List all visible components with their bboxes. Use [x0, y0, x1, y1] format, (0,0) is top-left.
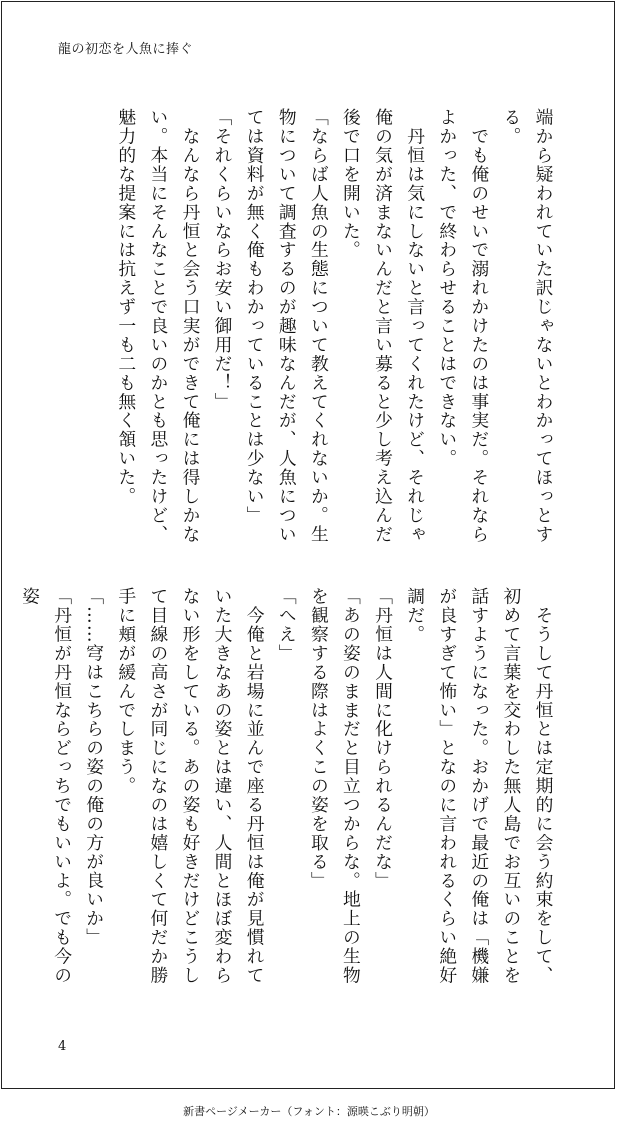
paragraph: でも俺のせいで溺れかけたのは事実だ。それならよかった、で終わらせることはできない。 — [436, 108, 490, 544]
paragraph: 「あの姿のままだと目立つからな。地上の生物を観察する際はよくこの姿を取る」 — [308, 587, 362, 985]
paragraph: 「それくらいならお安い御用だ！」 — [212, 108, 234, 412]
paragraph: 端から疑われていた訳じゃないとわかってほっとする。 — [500, 108, 554, 544]
footer-credit: 新書ページメーカー（フォント：源暎こぶり明朝） — [183, 1105, 435, 1118]
text-column-top — [54, 108, 559, 548]
paragraph: 「丹恒が丹恒ならどっちでもいいよ。でも今の姿 — [19, 587, 73, 985]
book-page — [1, 1, 615, 1089]
paragraph: 今俺と岩場に並んで座る丹恒は俺が見慣れていた大きなあの姿とは違い、人間とほぼ変わらない形をしている。あの姿も好きだけどこうして目線の高さが同じになのは嬉しくて何だか勝手に頬が緩んでしまう。 — [115, 587, 266, 985]
running-title: 龍の初恋を人魚に捧ぐ — [58, 42, 194, 57]
paragraph: 丹恒は気にしないと言ってくれたけど、それじゃ俺の気が済まないんだと言い募ると少し考え込んだ後で口を開いた。 — [340, 108, 426, 544]
paragraph: 「……穹はこちらの姿の俺の方が良いか」 — [83, 587, 105, 947]
paragraph: 「丹恒は人間に化けられるんだな」 — [372, 587, 394, 891]
text-column-bottom — [19, 587, 559, 987]
paragraph: 「へえ」 — [276, 587, 298, 663]
paragraph: そうして丹恒とは定期的に会う約束をして、初めて言葉を交わした無人島でお互いのことを話すようになった。おかげで最近の俺は「機嫌が良すぎて怖い」となのに言われるくらい絶好調だ。 — [404, 587, 554, 985]
page-number: 4 — [58, 1039, 67, 1054]
paragraph: なんなら丹恒と会う口実ができて俺には得しかない。本当にそんなことで良いのかとも思ったけど、魅力的な提案には抗えず一も二も無く頷いた。 — [115, 108, 201, 544]
paragraph: 「ならば人魚の生態について教えてくれないか。生物について調査するのが趣味なんだが、人魚については資料が無く俺もわかっていることは少ない」 — [244, 108, 330, 544]
